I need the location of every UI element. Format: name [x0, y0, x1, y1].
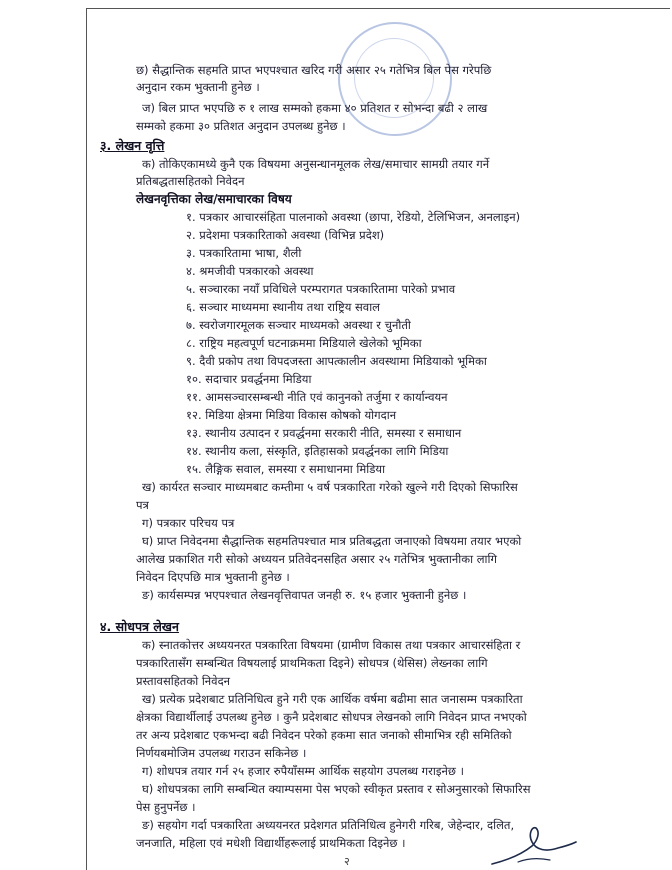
s3-clause-kha-line-2: पत्र [136, 498, 149, 512]
s3-clause-kha-line-1: ख) कार्यरत सञ्चार माध्यमबाट कम्तीमा ५ वर्ष पत्रकारिता गरेको खुल्ने गरी दिएको सिफारिस [142, 480, 518, 494]
s4-clause-ka-line-3: प्रस्तावसहितको निवेदन [136, 674, 231, 688]
topic-item: ८. राष्ट्रिय महत्वपूर्ण घटनाक्रममा मिडियाले खेलेको भूमिका [186, 336, 422, 350]
section-3-heading: ३. लेखन वृत्ति [100, 138, 165, 153]
topic-item: ७. स्वरोजगारमूलक सञ्चार माध्यमको अवस्था र चुनौती [186, 318, 411, 332]
clause-ja-line-2: सम्मको हकमा ३० प्रतिशत अनुदान उपलब्ध हुनेछ । [136, 119, 346, 133]
s3-clause-ga: ग) पत्रकार परिचय पत्र [142, 516, 235, 530]
s3-clause-gha-line-2: आलेख प्रकाशित गरी सोको अध्ययन प्रतिवेदनसहित असार २५ गतेभित्र भुक्तानीका लागि [136, 552, 497, 566]
s4-clause-ga: ग) शोधपत्र तयार गर्न २५ हजार रुपैयाँसम्म आर्थिक सहयोग उपलब्ध गराइनेछ । [142, 764, 464, 778]
page-number: २ [344, 855, 350, 868]
s4-clause-nga-line-2: जनजाति, महिला एवं मधेशी विद्यार्थीहरूलाई प्राथमिकता दिइनेछ । [136, 836, 406, 850]
topic-item: १०. सदाचार प्रवर्द्धनमा मिडिया [186, 372, 312, 386]
topic-item: १२. मिडिया क्षेत्रमा मिडिया विकास कोषको योगदान [186, 408, 397, 422]
s4-clause-kha-line-4: निर्णयबमोजिम उपलब्ध गराउन सकिनेछ । [136, 746, 307, 760]
topics-subheading: लेखनवृत्तिका लेख/समाचारका विषय [136, 192, 292, 206]
page-border-top [86, 8, 670, 9]
s4-clause-kha-line-3: तर अन्य प्रदेशबाट एकभन्दा बढी निवेदन परेको हकमा सात जनाको सीमाभित्र रही समितिको [136, 728, 512, 742]
s3-clause-nga: ङ) कार्यसम्पन्न भएपश्चात लेखनवृत्तिवापत जनही रु. १५ हजार भुक्तानी हुनेछ । [142, 588, 467, 602]
page-border-left [86, 8, 87, 870]
s3-clause-gha-line-1: घ) प्राप्त निवेदनमा सैद्धान्तिक सहमतिपश्चात मात्र प्रतिबद्धता जनाएको विषयमा तयार भएको [142, 534, 522, 548]
topic-item: ५. सञ्चारका नयाँ प्रविधिले परम्परागत पत्रकारितामा पारेको प्रभाव [186, 282, 456, 296]
topic-item: १३. स्थानीय उत्पादन र प्रवर्द्धनमा सरकारी नीति, समस्या र समाधान [186, 426, 462, 440]
s3-clause-ka-line-1: क) तोकिएकामध्ये कुनै एक विषयमा अनुसन्धानमूलक लेख/समाचार सामग्री तयार गर्ने [142, 157, 490, 171]
topic-item: १५. लैङ्गिक सवाल, समस्या र समाधानमा मिडिया [186, 462, 386, 476]
topic-item: ६. सञ्चार माध्यममा स्थानीय तथा राष्ट्रिय सवाल [186, 300, 380, 314]
s4-clause-nga-line-1: ङ) सहयोग गर्दा पत्रकारिता अध्ययनरत प्रदेशगत प्रतिनिधित्व हुनेगरी गरिब, जेहेन्दार, दलित, [142, 818, 515, 832]
topic-item: ४. श्रमजीवी पत्रकारको अवस्था [186, 264, 314, 278]
s4-clause-gha-line-1: घ) शोधपत्रका लागि सम्बन्धित क्याम्पसमा पेस भएको स्वीकृत प्रस्ताव र सोअनुसारको सिफारिस [142, 782, 531, 796]
topic-item: ३. पत्रकारितामा भाषा, शैली [186, 246, 302, 260]
s3-clause-ka-line-2: प्रतिबद्धतासहितको निवेदन [136, 174, 245, 188]
s4-clause-ka-line-2: पत्रकारितासँग सम्बन्धित विषयलाई प्राथमिकता दिइने) सोधपत्र (थेसिस) लेख्नका लागि [136, 656, 488, 670]
clause-cha-line-2: अनुदान रकम भुक्तानी हुनेछ । [136, 80, 260, 94]
s4-clause-gha-line-2: पेस हुनुपर्नेछ । [136, 800, 196, 814]
handwritten-signature [488, 824, 578, 868]
topic-item: १४. स्थानीय कला, संस्कृति, इतिहासको प्रवर्द्धनका लागि मिडिया [186, 444, 449, 458]
s4-clause-kha-line-1: ख) प्रत्येक प्रदेशबाट प्रतिनिधित्व हुने गरी एक आर्थिक वर्षमा बढीमा सात जनासम्म पत्रकारिता [142, 692, 523, 706]
section-4-heading: ४. सोधपत्र लेखन [100, 619, 179, 634]
faded-seal-stamp [338, 22, 452, 136]
s3-clause-gha-line-3: निवेदन दिएपछि मात्र भुक्तानी हुनेछ । [136, 570, 290, 584]
topic-item: ११. आमसञ्चारसम्बन्धी नीति एवं कानुनको तर्जुमा र कार्यान्वयन [186, 390, 448, 404]
topic-item: ९. दैवी प्रकोप तथा विपदजस्ता आपत्कालीन अवस्थामा मिडियाको भूमिका [186, 354, 487, 368]
topic-item: २. प्रदेशमा पत्रकारिताको अवस्था (विभिन्न प्रदेश) [186, 228, 385, 242]
topic-item: १. पत्रकार आचारसंहिता पालनाको अवस्था (छापा, रेडियो, टेलिभिजन, अनलाइन) [186, 210, 521, 224]
clause-ja-line-1: ज) बिल प्राप्त भएपछि रु १ लाख सम्मको हकमा ४० प्रतिशत र सोभन्दा बढी २ लाख [142, 101, 488, 115]
s4-clause-kha-line-2: क्षेत्रका विद्यार्थीलाई उपलब्ध हुनेछ । कुनै प्रदेशबाट सोधपत्र लेखनको लागि निवेदन प्राप्त नभएको [136, 710, 527, 724]
s4-clause-ka-line-1: क) स्नातकोत्तर अध्ययनरत पत्रकारिता विषयमा (ग्रामीण विकास तथा पत्रकार आचारसंहिता र [142, 638, 521, 652]
clause-cha-line-1: छ) सैद्धान्तिक सहमति प्राप्त भएपश्चात खरिद गरी असार २५ गतेभित्र बिल पेस गरेपछि [136, 63, 492, 77]
